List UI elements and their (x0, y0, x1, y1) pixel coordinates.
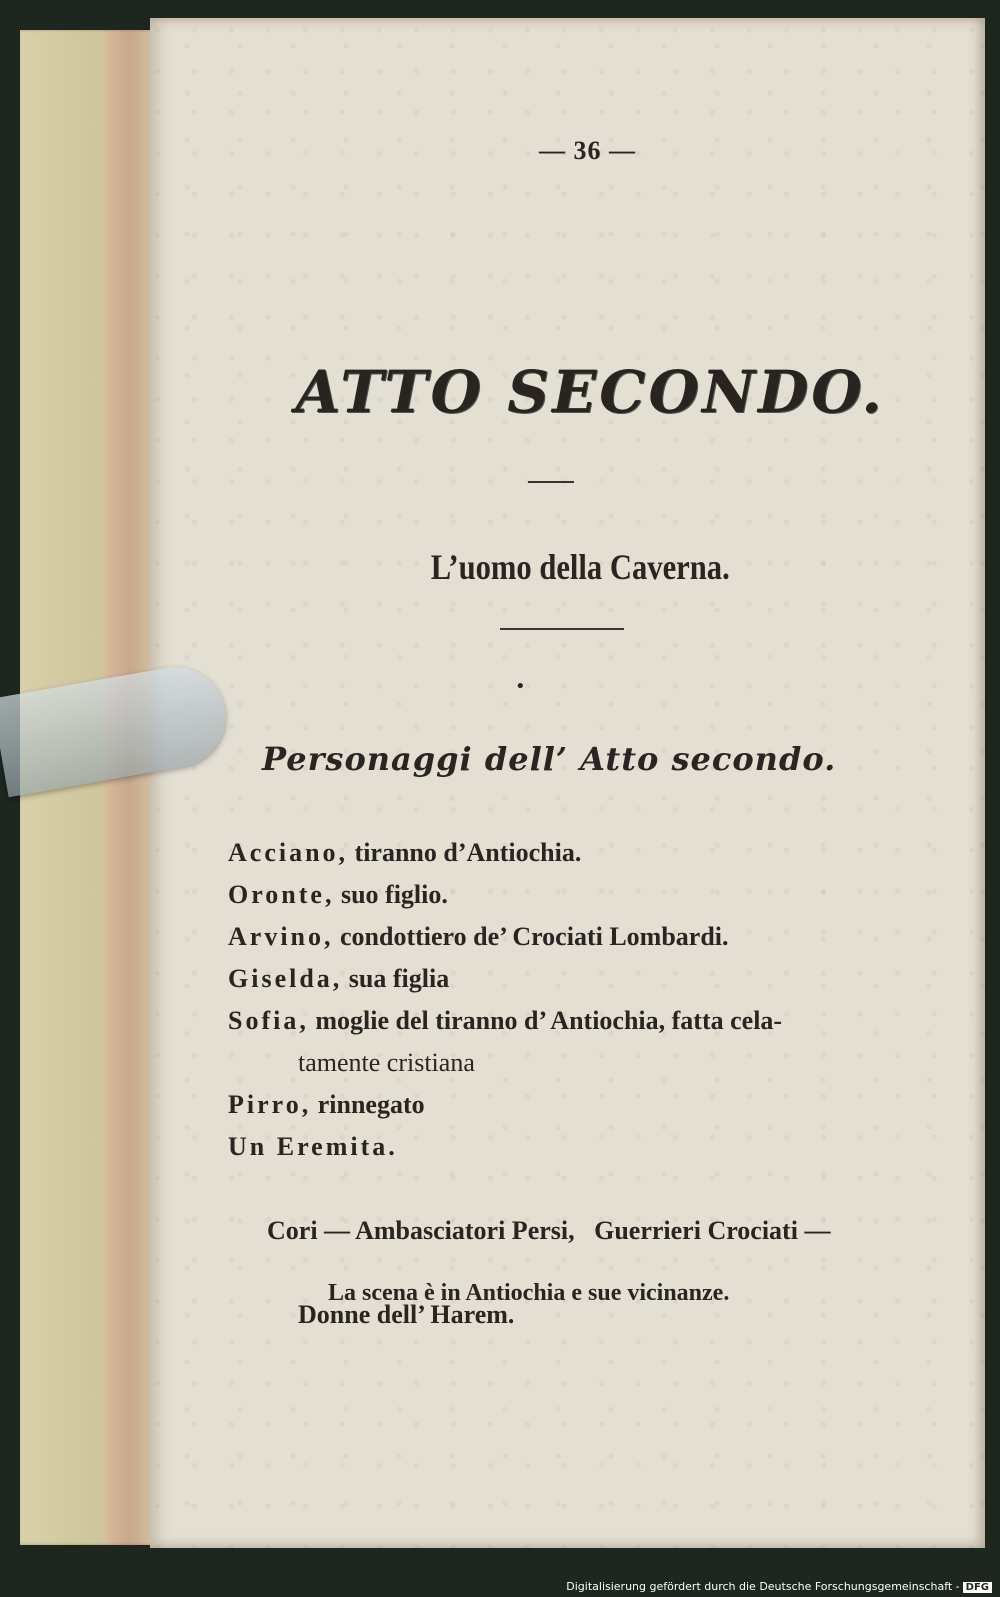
cast-name: Acciano, (228, 838, 349, 867)
cast-description: condottiero de’ Crociati Lombardi. (333, 922, 729, 951)
cast-heading: Personaggi dell’ Atto secondo. (262, 740, 837, 778)
act-title: ATTO SECONDO. (295, 358, 885, 426)
cast-item (228, 1084, 968, 1126)
setting-note: La scena è in Antiochia e sue vicinanze. (328, 1280, 730, 1306)
cast-name: Oronte, (228, 880, 335, 909)
cast-name: Sofia, (228, 1006, 309, 1035)
divider-long (500, 628, 624, 630)
cast-item (228, 958, 968, 1000)
divider-short (528, 481, 574, 483)
digitization-footer (566, 1580, 992, 1593)
book-page (150, 18, 985, 1548)
cast-name: Un Eremita. (228, 1132, 398, 1161)
cast-name: Giselda, (228, 964, 343, 993)
cast-description: moglie del tiranno d’ Antiochia, fatta cela- (308, 1006, 783, 1035)
cast-description: sua figlia (342, 964, 450, 993)
cast-description: — Ambasciatori Persi, Guerrieri Crociati — (317, 1216, 831, 1245)
ornament-dot: • (515, 676, 526, 697)
scene-title: L’uomo della Caverna. (430, 547, 730, 587)
cast-description: Donne dell’ Harem. (298, 1300, 515, 1329)
dfg-logo: DFG (963, 1582, 992, 1593)
cast-name: Pirro, (228, 1090, 312, 1119)
cast-list (228, 832, 968, 1336)
cast-description: tiranno d’Antiochia. (348, 838, 582, 867)
page-number: — 36 — (539, 136, 636, 165)
cast-item (228, 916, 968, 958)
cast-item (228, 832, 968, 874)
cast-item (228, 874, 968, 916)
footer-text: Digitalisierung gefördert durch die Deutsche Forschungsgemeinschaft - (566, 1580, 960, 1593)
cast-item (228, 1000, 968, 1042)
cast-item-continuation (228, 1042, 968, 1084)
cast-description: tamente cristiana (298, 1048, 475, 1077)
cast-name: Arvino, (228, 922, 334, 951)
cast-item (228, 1168, 968, 1294)
cast-description: suo figlio. (334, 880, 448, 909)
cast-name: Cori (267, 1216, 318, 1245)
cast-item (228, 1126, 968, 1168)
cast-description: rinnegato (311, 1090, 425, 1119)
